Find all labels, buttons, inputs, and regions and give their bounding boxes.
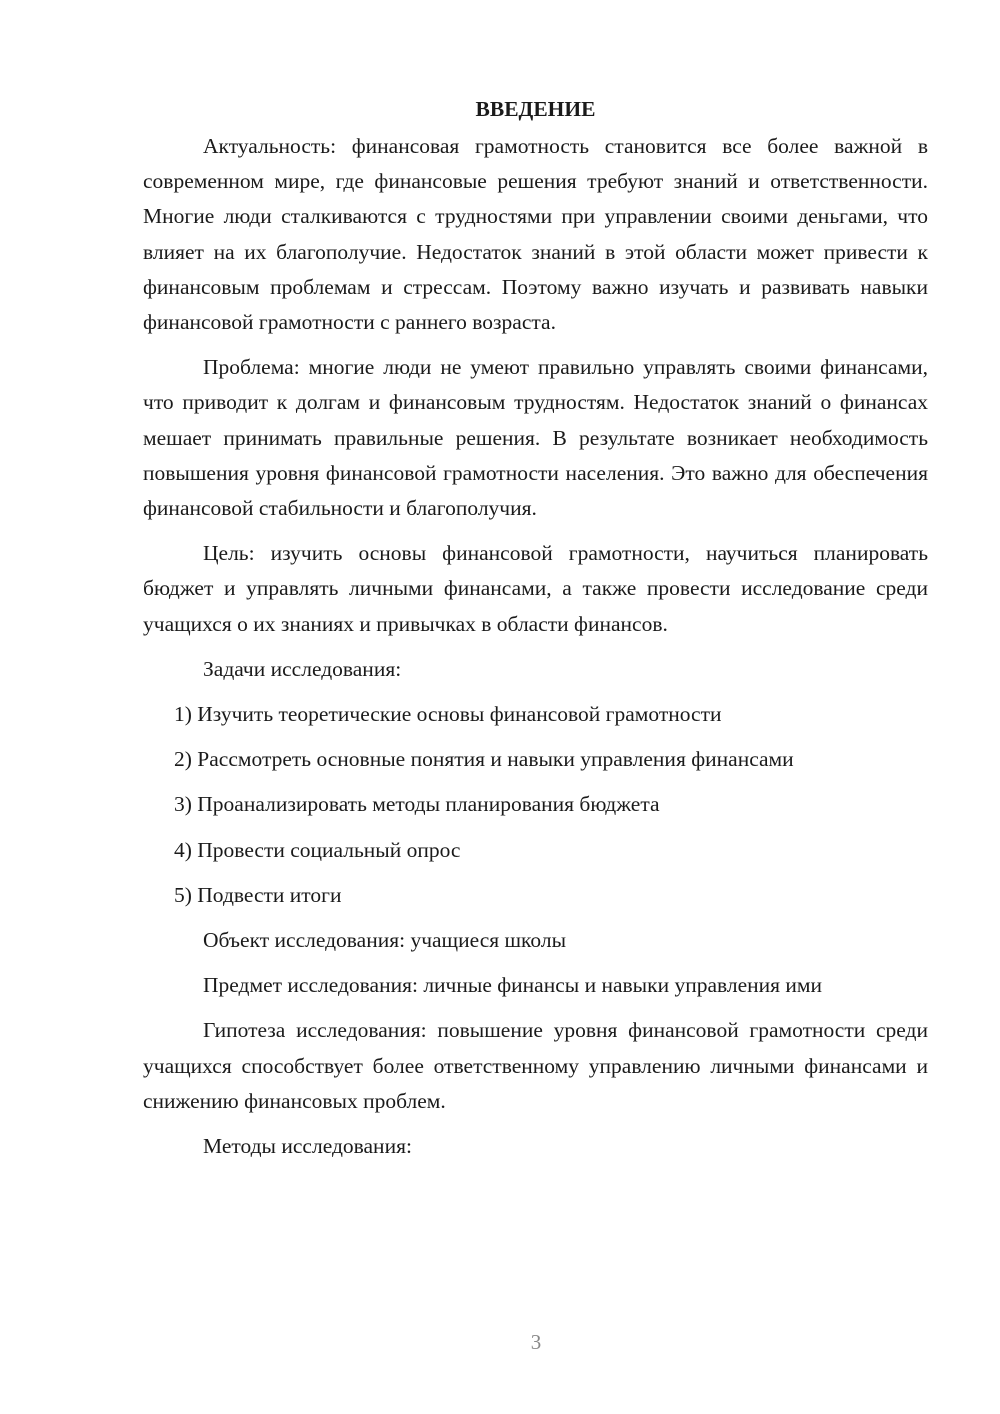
methods-heading: Методы исследования:: [203, 1134, 412, 1159]
research-object: Объект исследования: учащиеся школы: [203, 928, 567, 953]
section-title: ВВЕДЕНИЕ: [475, 97, 596, 121]
task-item: 4) Провести социальный опрос: [174, 837, 461, 862]
task-list: [143, 697, 928, 913]
research-subject: Предмет исследования: личные финансы и навыки управления ими: [203, 973, 823, 998]
paragraph-goal: Цель: изучить основы финансовой грамотности, научиться планировать бюджет и управлять личными финансами, а также провести исследование среди учащихся о их знаниях и привычках в области финансов.: [143, 541, 928, 636]
document-page: [143, 92, 928, 1174]
paragraph-hypothesis: Гипотеза исследования: повышение уровня финансовой грамотности среди учащихся способствует более ответственному управлению личными финансами и снижению финансовых проблем.: [143, 1018, 928, 1113]
page-number: 3: [530, 1330, 542, 1354]
tasks-heading: Задачи исследования:: [203, 656, 402, 681]
task-item: 3) Проанализировать методы планирования бюджета: [174, 792, 660, 817]
task-item: 1) Изучить теоретические основы финансовой грамотности: [174, 702, 722, 727]
task-item: 5) Подвести итоги: [174, 882, 342, 907]
paragraph-problem: Проблема: многие люди не умеют правильно управлять своими финансами, что приводит к долгам и финансовым трудностям. Недостаток знаний о финансах мешает принимать правильные решения. В результате возникает необходимость повышения уровня финансовой грамотности населения. Это важно для обеспечения финансовой стабильности и благополучия.: [143, 355, 928, 521]
paragraph-relevance: Актуальность: финансовая грамотность становится все более важной в современном мире, где финансовые решения требуют знаний и ответственности. Многие люди сталкиваются с трудностями при управлении своими деньгами, что влияет на их благополучие. Недостаток знаний в этой области может привести к финансовым проблемам и стрессам. Поэтому важно изучать и развивать навыки финансовой грамотности с раннего возраста.: [143, 134, 928, 335]
task-item: 2) Рассмотреть основные понятия и навыки управления финансами: [174, 747, 794, 772]
